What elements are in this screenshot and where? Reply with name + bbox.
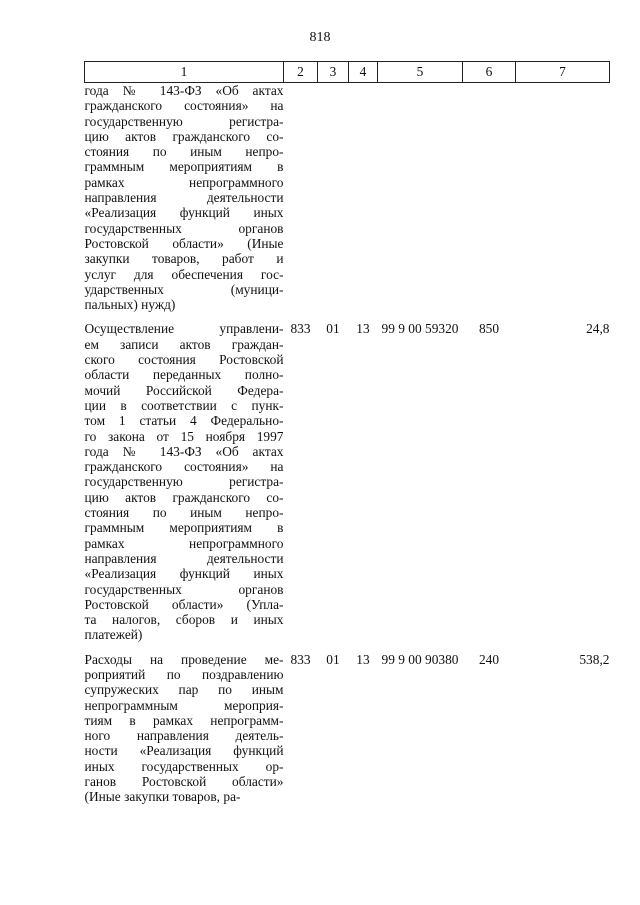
description-line: стояния по иным непро- bbox=[84, 505, 284, 521]
description-line: государственных органов bbox=[84, 581, 284, 597]
description-line: года № 143-ФЗ «Об актах bbox=[84, 443, 284, 459]
description-line: гражданского состояния» на bbox=[84, 459, 284, 475]
ministry-code bbox=[284, 83, 318, 322]
column-header: 5 bbox=[378, 62, 463, 83]
description-line: том 1 статьи 4 Федерально- bbox=[84, 413, 284, 429]
description-line: Осуществление управлени- bbox=[84, 321, 284, 337]
column-header: 7 bbox=[516, 62, 610, 83]
description-line: области переданных полно- bbox=[84, 367, 284, 383]
description-line: Расходы на проведение ме- bbox=[84, 651, 284, 667]
row-description bbox=[85, 83, 284, 322]
description-line: государственных органов bbox=[84, 220, 284, 236]
description-line: цию актов гражданского со- bbox=[84, 128, 284, 144]
column-header: 1 bbox=[85, 62, 284, 83]
amount bbox=[516, 83, 610, 322]
section-code: 01 bbox=[326, 651, 340, 667]
table-header-row bbox=[85, 62, 610, 83]
amount: 538,2 bbox=[579, 651, 610, 667]
description-line: ского состояния Ростовской bbox=[84, 352, 284, 368]
description-line: (Иные закупки товаров, ра- bbox=[84, 789, 241, 805]
target-article-code bbox=[378, 83, 463, 322]
ministry-code: 833 bbox=[290, 651, 311, 667]
description-line: ганов Ростовской области» bbox=[84, 774, 284, 790]
description-line: та налогов, сборов и иных bbox=[84, 612, 284, 628]
description-line: рамках непрограммного bbox=[84, 535, 284, 551]
table-row bbox=[85, 83, 610, 322]
description-line: направления деятельности bbox=[84, 550, 284, 566]
description-line: го закона от 15 ноября 1997 bbox=[84, 428, 284, 444]
subsection-code: 13 bbox=[356, 321, 370, 337]
description-line: государственную регистра- bbox=[84, 113, 284, 129]
table-row bbox=[85, 652, 610, 805]
section-code: 01 bbox=[326, 321, 340, 337]
subsection-code: 13 bbox=[356, 651, 370, 667]
description-line: цию актов гражданского со- bbox=[84, 489, 284, 505]
description-line: супружеских пар по иным bbox=[84, 682, 284, 698]
column-header: 4 bbox=[349, 62, 378, 83]
row-description bbox=[85, 321, 284, 651]
expense-type-code: 850 bbox=[478, 321, 500, 337]
description-line: ного направления деятель- bbox=[84, 728, 284, 744]
description-line: «Реализация функций иных bbox=[84, 205, 284, 221]
expense-type-code bbox=[463, 83, 516, 322]
description-line: граммным мероприятиям в bbox=[84, 520, 284, 536]
table-row bbox=[85, 321, 610, 651]
page-number: 818 bbox=[309, 30, 331, 45]
description-line: пальных) нужд) bbox=[84, 297, 176, 313]
subsection-code bbox=[349, 83, 378, 322]
description-line: «Реализация функций иных bbox=[84, 566, 284, 582]
description-line: Ростовской области» (Иные bbox=[84, 235, 284, 251]
description-line: ции в соответствии с пунк- bbox=[84, 397, 284, 413]
description-line: ем записи актов граждан- bbox=[84, 336, 284, 352]
column-header: 3 bbox=[318, 62, 349, 83]
column-header: 6 bbox=[463, 62, 516, 83]
ministry-code: 833 bbox=[290, 321, 311, 337]
description-line: рамках непрограммного bbox=[84, 174, 284, 190]
description-line: гражданского состояния» на bbox=[84, 98, 284, 114]
description-line: иных государственных ор- bbox=[84, 758, 284, 774]
description-line: непрограммным мероприя- bbox=[84, 697, 284, 713]
description-line: мочий Российской Федера- bbox=[84, 382, 284, 398]
description-line: тиям в рамках непрограмм- bbox=[84, 712, 284, 728]
description-line: закупки товаров, работ и bbox=[84, 251, 284, 267]
description-line: услуг для обеспечения гос- bbox=[84, 266, 284, 282]
column-header: 2 bbox=[284, 62, 318, 83]
description-line: ности «Реализация функций bbox=[84, 743, 284, 759]
description-line: стояния по иным непро- bbox=[84, 144, 284, 160]
description-line: года № 143-ФЗ «Об актах bbox=[84, 83, 284, 98]
description-line: граммным мероприятиям в bbox=[84, 159, 284, 175]
section-code bbox=[318, 83, 349, 322]
budget-table bbox=[84, 61, 610, 805]
description-line: государственную регистра- bbox=[84, 474, 284, 490]
row-description bbox=[85, 652, 284, 805]
description-line: направления деятельности bbox=[84, 190, 284, 206]
description-line: Ростовской области» (Упла- bbox=[84, 596, 284, 612]
description-line: ударственных (муници- bbox=[84, 281, 284, 297]
description-line: роприятий по поздравлению bbox=[84, 666, 284, 682]
description-line: платежей) bbox=[84, 627, 143, 643]
target-article-code: 99 9 00 59320 bbox=[381, 321, 459, 337]
amount: 24,8 bbox=[586, 321, 610, 337]
expense-type-code: 240 bbox=[478, 651, 500, 667]
target-article-code: 99 9 00 90380 bbox=[381, 651, 459, 667]
